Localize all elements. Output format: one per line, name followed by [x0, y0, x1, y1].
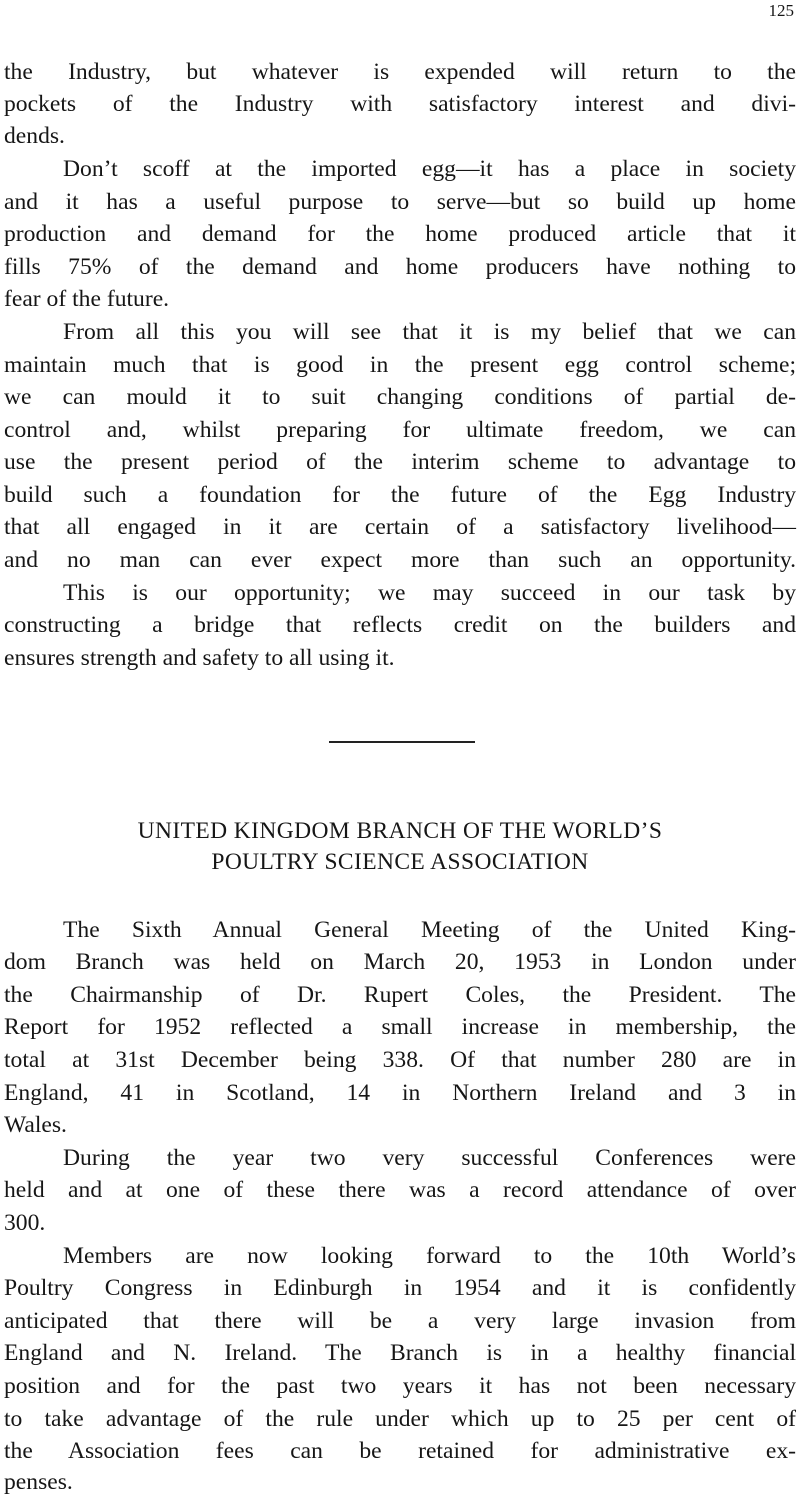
text-line: pockets of the Industry with satisfactory interest and divi- [4, 91, 796, 117]
section-heading-line-1: UNITED KINGDOM BRANCH OF THE WORLD’S [137, 818, 663, 844]
text-line: dends. [4, 123, 65, 149]
text-line: penses. [4, 1469, 73, 1495]
text-line: fear of the future. [4, 286, 170, 312]
text-line: ensures strength and safety to all using it. [4, 645, 395, 671]
section-heading-line-2: POULTRY SCIENCE ASSOCIATION [211, 849, 589, 875]
text-line: Wales. [4, 1112, 67, 1138]
text-line: dom Branch was held on March 20, 1953 in London under [4, 949, 796, 975]
text-line: use the present period of the interim scheme to advantage to [4, 449, 796, 475]
text-line: production and demand for the home produced article that it [4, 221, 796, 247]
section-divider [329, 741, 475, 743]
text-line: Don’t scoff at the imported egg—it has a place in society [63, 156, 796, 182]
text-line: maintain much that is good in the present egg control scheme; [4, 352, 796, 378]
text-line: constructing a bridge that reflects credit on the builders and [4, 612, 796, 638]
text-line: This is our opportunity; we may succeed in our task by [63, 580, 796, 606]
text-line: From all this you will see that it is my belief that we can [63, 319, 796, 345]
text-line: and no man can ever expect more than such an opportunity. [4, 547, 796, 573]
text-line: the Industry, but whatever is expended will return to the [4, 59, 796, 85]
text-line: During the year two very successful Conferences were [63, 1145, 796, 1171]
text-line: Poultry Congress in Edinburgh in 1954 and it is confidently [4, 1275, 796, 1301]
text-line: that all engaged in it are certain of a satisfactory livelihood— [4, 514, 796, 540]
text-line: fills 75% of the demand and home producers have nothing to [4, 254, 796, 280]
text-line: held and at one of these there was a record attendance of over [4, 1177, 796, 1203]
text-line: position and for the past two years it has not been necessary [4, 1373, 796, 1399]
text-line: control and, whilst preparing for ultimate freedom, we can [4, 417, 796, 443]
text-line: 300. [4, 1210, 46, 1236]
text-line: anticipated that there will be a very large invasion from [4, 1308, 796, 1334]
text-line: total at 31st December being 338. Of that number 280 are in [4, 1047, 796, 1073]
text-line: Members are now looking forward to the 10th World’s [63, 1243, 796, 1269]
text-line: Report for 1952 reflected a small increase in membership, the [4, 1014, 796, 1040]
text-line: build such a foundation for the future of the Egg Industry [4, 482, 796, 508]
text-line: to take advantage of the rule under which up to 25 per cent of [4, 1406, 796, 1432]
text-line: and it has a useful purpose to serve—but so build up home [4, 189, 796, 215]
text-line: we can mould it to suit changing conditions of partial de- [4, 384, 796, 410]
text-line: England, 41 in Scotland, 14 in Northern Ireland and 3 in [4, 1080, 796, 1106]
page-number: 125 [768, 1, 794, 20]
text-line: the Chairmanship of Dr. Rupert Coles, the President. The [4, 982, 796, 1008]
text-line: England and N. Ireland. The Branch is in a healthy financial [4, 1340, 796, 1366]
text-line: the Association fees can be retained for administrative ex- [4, 1438, 796, 1464]
text-line: The Sixth Annual General Meeting of the United King- [63, 917, 796, 943]
